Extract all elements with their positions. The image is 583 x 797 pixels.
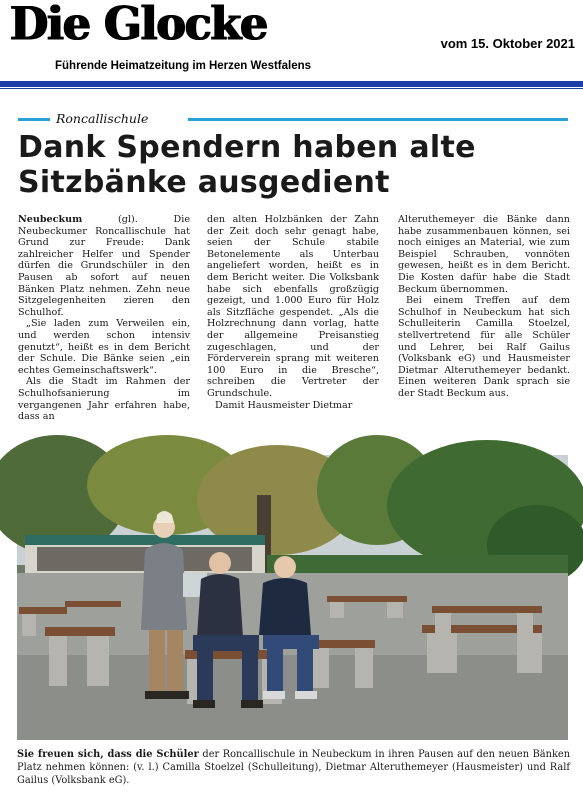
article-headline: Dank Spendern haben alte Sitzbänke ausgedient [18, 130, 476, 200]
article-column-2 [207, 214, 379, 414]
caption-lead: Sie freuen sich, dass die Schüler [17, 749, 199, 760]
paragraph: Als die Stadt im Rahmen der Schulhofsanierung im vergangenen Jahr erfahren habe, dass an [18, 376, 190, 423]
agency-tag: (gl). [82, 214, 138, 225]
masthead-rule-thin [0, 88, 583, 89]
article-photo [17, 455, 568, 740]
caption-text: der Roncallischule in Neubeckum in ihren Pausen auf den neuen Bänken Platz nehmen können: (v. l.) Camilla Stoelzel (Schulleitung), Dietmar Alteruthemeyer (Hausmeister) und Ralf Gailus (Volksbank eG). [17, 749, 571, 786]
photo-caption [17, 748, 570, 787]
newspaper-logo: Die Glocke [10, 0, 268, 52]
paragraph: Die Neubeckumer Roncallischule hat Grund zur Freude: Dank zahlreicher Helfer und Spender dürfen die Grundschüler in den Pausen ab sofort auf neuen Bänken Platz nehmen. Zehn neue Sitzgelegenheiten zieren den Schulhof. [18, 214, 190, 318]
paragraph: Bei einem Treffen auf dem Schulhof in Neubeckum hat sich Schulleiterin Camilla Stoelzel, stellvertretend für alle Schüler und Lehrer, bei Ralf Gailus (Volksbank eG) und Hausmeister Dietmar Alteruthemeyer bedankt. Einen weiteren Dank sprach sie der Stadt Beckum aus. [398, 295, 570, 399]
masthead [0, 0, 583, 92]
schoolyard-photo [17, 455, 568, 740]
issue-date: vom 15. Oktober 2021 [440, 36, 575, 51]
paragraph: den alten Holzbänken der Zahn der Zeit doch sehr genagt habe, seien der Schule stabile Betonelemente als Unterbau angeliefert worden, heißt es in dem Bericht weiter. Die Volksbank habe sich ebenfalls großzügig gezeigt, und 1.000 Euro für Holz als Sitzfläche gespendet. „Als die Holzrechnung dann vorlag, hatte der allgemeine Preisanstieg zugeschlagen, und der Förderverein sprang mit weiteren 100 Euro in die Bresche“, schreiben die Vertreter der Grundschule. [207, 214, 379, 399]
kicker-text: Roncallischule [56, 111, 149, 126]
paragraph: „Sie laden zum Verweilen ein, und werden schon intensiv genutzt“, heißt es in dem Bericht der Schule. Die Bänke seien „ein echtes Gemeinschaftswerk“. [18, 318, 190, 376]
newspaper-tagline: Führende Heimatzeitung im Herzen Westfalens [55, 60, 312, 72]
paragraph: Damit Hausmeister Dietmar [215, 399, 353, 411]
article-column-1 [18, 214, 190, 423]
article-column-3 [398, 214, 570, 414]
dateline: Neubeckum [18, 214, 83, 225]
masthead-rule [0, 81, 583, 87]
article-body [18, 214, 570, 423]
kicker-line-right [188, 118, 568, 121]
kicker [18, 111, 568, 127]
paragraph: Alteruthemeyer die Bänke dann habe zusammenbauen können, sei noch einiges an Material, wie zum Beispiel Schrauben, vonnöten gewesen, heißt es in dem Bericht. Die Kosten dafür habe die Stadt Beckum übernommen. [398, 214, 570, 295]
kicker-line-left [18, 118, 50, 121]
